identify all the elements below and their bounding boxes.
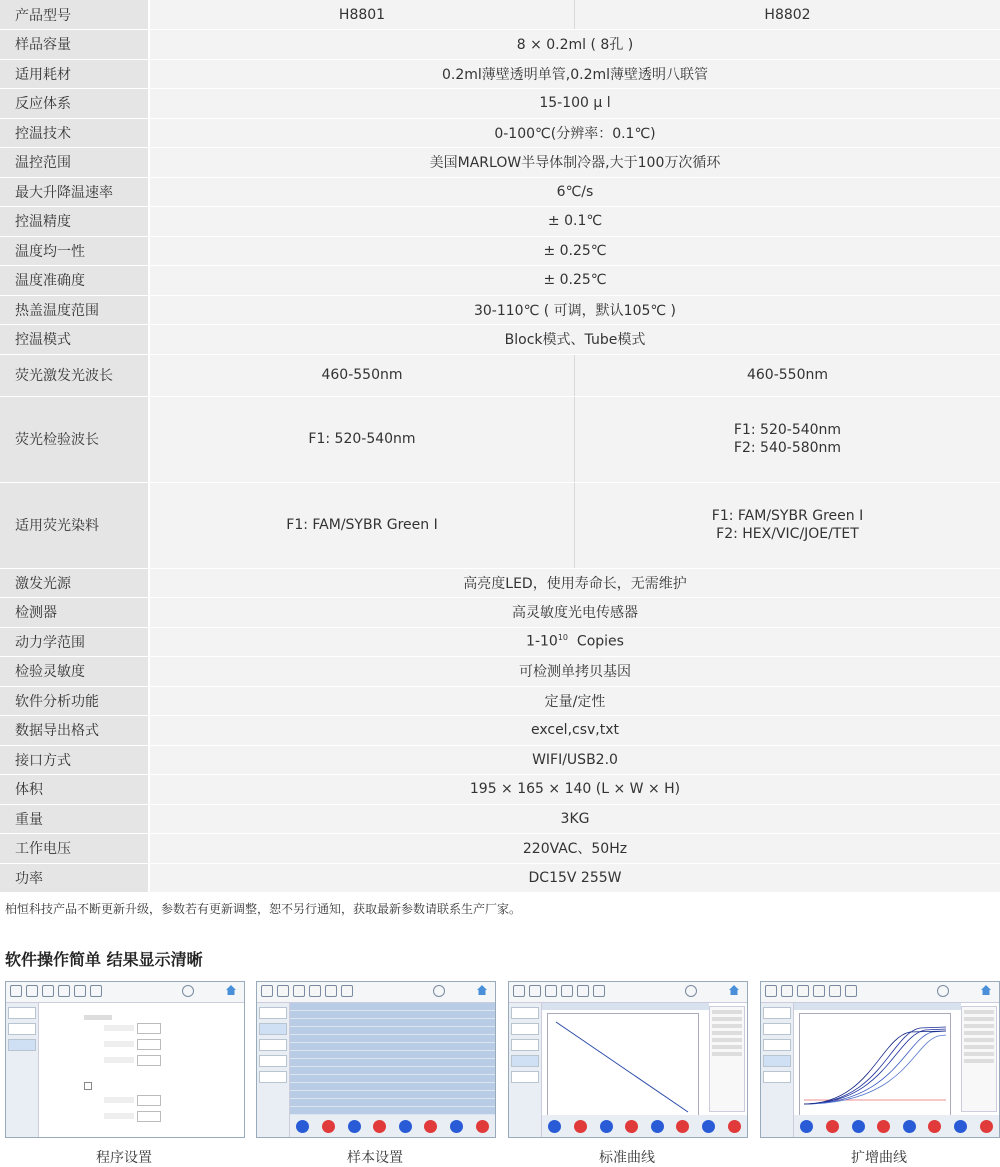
well-marker[interactable] [548, 1120, 561, 1133]
screenshot-sample-settings [256, 981, 496, 1138]
spec-row [0, 686, 1000, 716]
spec-value: 高亮度LED，使用寿命长，无需维护 [149, 568, 1000, 598]
well-marker[interactable] [980, 1120, 993, 1133]
spec-label: 温控范围 [0, 148, 149, 178]
caption-amplification-curve: 扩增曲线 [760, 1147, 998, 1167]
spec-label: 样品容量 [0, 30, 149, 60]
spec-row [0, 59, 1000, 89]
well-strip [290, 1115, 495, 1137]
screenshot-amplification-curve [760, 981, 1000, 1138]
well-marker[interactable] [424, 1120, 437, 1133]
spec-value: 0-100℃(分辨率：0.1℃) [149, 118, 1000, 148]
toolbar [6, 982, 244, 1003]
dye-line-2: F2: HEX/VIC/JOE/TET [575, 525, 1000, 543]
well-strip [794, 1115, 999, 1137]
spec-label: 控温技术 [0, 118, 149, 148]
well-marker[interactable] [348, 1120, 361, 1133]
spec-row [0, 568, 1000, 598]
spec-value [149, 627, 1000, 657]
spec-row-dynamic-range [0, 627, 1000, 657]
spec-label: 控温精度 [0, 207, 149, 237]
spec-value: 6℃/s [149, 177, 1000, 207]
well-marker[interactable] [322, 1120, 335, 1133]
standard-curve-panel [542, 1003, 747, 1137]
spec-label: 温度准确度 [0, 266, 149, 296]
spec-label: 动力学范围 [0, 627, 149, 657]
spec-label: 接口方式 [0, 745, 149, 775]
spec-row [0, 177, 1000, 207]
spec-row [0, 236, 1000, 266]
spec-label: 荧光检验波长 [0, 396, 149, 482]
spec-row [0, 775, 1000, 805]
amplification-plot [800, 1014, 950, 1119]
standard-curve-plot [548, 1014, 698, 1119]
sidebar [509, 1003, 542, 1137]
caption-sample-settings: 样本设置 [256, 1147, 494, 1167]
screenshot-program-settings [5, 981, 245, 1138]
sidebar [761, 1003, 794, 1137]
dynamic-exponent: 10 [558, 633, 568, 642]
spec-row [0, 118, 1000, 148]
spec-value-h8801: H8801 [149, 0, 575, 30]
spec-label: 热盖温度范围 [0, 295, 149, 325]
dynamic-suffix: Copies [568, 634, 624, 650]
detection-line-1: F1: 520-540nm [575, 421, 1000, 439]
well-marker[interactable] [954, 1120, 967, 1133]
spec-label: 适用耗材 [0, 59, 149, 89]
spec-label: 荧光激发光波长 [0, 354, 149, 396]
spec-value: 8 × 0.2ml ( 8孔 ) [149, 30, 1000, 60]
section-title: 软件操作简单 结果显示清晰 [5, 947, 203, 970]
spec-label: 检验灵敏度 [0, 657, 149, 687]
spec-value: 15-100 μ l [149, 89, 1000, 119]
spec-label: 数据导出格式 [0, 716, 149, 746]
toolbar [257, 982, 495, 1003]
toolbar [509, 982, 747, 1003]
disclaimer-note: 柏恒科技产品不断更新升级，参数若有更新调整，恕不另行通知，获取最新参数请联系生产厂家。 [5, 900, 521, 917]
spec-label: 适用荧光染料 [0, 482, 149, 568]
spec-value-h8802: H8802 [575, 0, 1000, 30]
well-marker[interactable] [728, 1120, 741, 1133]
spec-label: 功率 [0, 863, 149, 893]
screenshot-standard-curve [508, 981, 748, 1138]
spec-row [0, 834, 1000, 864]
spec-value-h8801: F1: FAM/SYBR Green Ⅰ [149, 482, 575, 568]
spec-value: Block模式、Tube模式 [149, 325, 1000, 355]
spec-row-dyes [0, 482, 1000, 568]
spec-label: 激发光源 [0, 568, 149, 598]
spec-row-model [0, 0, 1000, 30]
well-marker[interactable] [450, 1120, 463, 1133]
spec-label: 最大升降温速率 [0, 177, 149, 207]
well-marker[interactable] [399, 1120, 412, 1133]
well-marker[interactable] [676, 1120, 689, 1133]
spec-value: 3KG [149, 804, 1000, 834]
spec-label: 反应体系 [0, 89, 149, 119]
spec-value-h8802 [575, 482, 1000, 568]
spec-value: 30-110℃ ( 可调，默认105℃ ) [149, 295, 1000, 325]
dynamic-prefix: 1-10 [526, 634, 558, 650]
well-marker[interactable] [877, 1120, 890, 1133]
well-marker[interactable] [852, 1120, 865, 1133]
well-strip [542, 1115, 747, 1137]
well-marker[interactable] [826, 1120, 839, 1133]
spec-label: 重量 [0, 804, 149, 834]
well-marker[interactable] [903, 1120, 916, 1133]
spec-value: 195 × 165 × 140 (L × W × H) [149, 775, 1000, 805]
spec-value: 定量/定性 [149, 686, 1000, 716]
spec-row [0, 657, 1000, 687]
well-marker[interactable] [574, 1120, 587, 1133]
sample-grid [290, 1003, 495, 1137]
spec-value: 可检测单拷贝基因 [149, 657, 1000, 687]
spec-row-excitation [0, 354, 1000, 396]
screenshot-gallery [0, 981, 1000, 1164]
spec-row [0, 716, 1000, 746]
spec-row [0, 30, 1000, 60]
spec-label: 体积 [0, 775, 149, 805]
spec-label: 检测器 [0, 598, 149, 628]
spec-value: ± 0.25℃ [149, 236, 1000, 266]
sidebar [257, 1003, 290, 1137]
spec-row [0, 89, 1000, 119]
home-icon [477, 985, 487, 995]
spec-row [0, 745, 1000, 775]
well-marker[interactable] [600, 1120, 613, 1133]
spec-value-h8802: 460-550nm [575, 354, 1000, 396]
spec-value: excel,csv,txt [149, 716, 1000, 746]
amplification-panel [794, 1003, 999, 1137]
program-form [39, 1003, 244, 1137]
well-marker[interactable] [651, 1120, 664, 1133]
well-marker[interactable] [928, 1120, 941, 1133]
spec-value: 高灵敏度光电传感器 [149, 598, 1000, 628]
spec-row [0, 266, 1000, 296]
spec-value: DC15V 255W [149, 863, 1000, 893]
spec-value: 220VAC、50Hz [149, 834, 1000, 864]
spec-label: 工作电压 [0, 834, 149, 864]
home-icon [226, 985, 236, 995]
spec-label: 控温模式 [0, 325, 149, 355]
spec-value-h8801: F1: 520-540nm [149, 396, 575, 482]
detection-line-2: F2: 540-580nm [575, 439, 1000, 457]
spec-label: 软件分析功能 [0, 686, 149, 716]
spec-value: 0.2ml薄壁透明单管,0.2ml薄壁透明八联管 [149, 59, 1000, 89]
spec-value-h8801: 460-550nm [149, 354, 575, 396]
spec-value: WIFI/USB2.0 [149, 745, 1000, 775]
caption-standard-curve: 标准曲线 [508, 1147, 746, 1167]
spec-value: ± 0.25℃ [149, 266, 1000, 296]
home-icon [981, 985, 991, 995]
spec-label: 温度均一性 [0, 236, 149, 266]
spec-row [0, 598, 1000, 628]
well-marker[interactable] [800, 1120, 813, 1133]
spec-row [0, 148, 1000, 178]
sidebar [6, 1003, 39, 1137]
well-marker[interactable] [702, 1120, 715, 1133]
home-icon [729, 985, 739, 995]
spec-row [0, 295, 1000, 325]
toolbar [761, 982, 999, 1003]
caption-program-settings: 程序设置 [5, 1147, 243, 1167]
well-marker[interactable] [373, 1120, 386, 1133]
well-marker[interactable] [625, 1120, 638, 1133]
spec-value-h8802 [575, 396, 1000, 482]
spec-value: ± 0.1℃ [149, 207, 1000, 237]
dye-line-1: F1: FAM/SYBR Green Ⅰ [575, 507, 1000, 525]
spec-row [0, 325, 1000, 355]
spec-row [0, 207, 1000, 237]
spec-row [0, 863, 1000, 893]
spec-label: 产品型号 [0, 0, 149, 30]
well-marker[interactable] [296, 1120, 309, 1133]
well-marker[interactable] [476, 1120, 489, 1133]
spec-value: 美国MARLOW半导体制冷器,大于100万次循环 [149, 148, 1000, 178]
spec-row-detection [0, 396, 1000, 482]
spec-row [0, 804, 1000, 834]
